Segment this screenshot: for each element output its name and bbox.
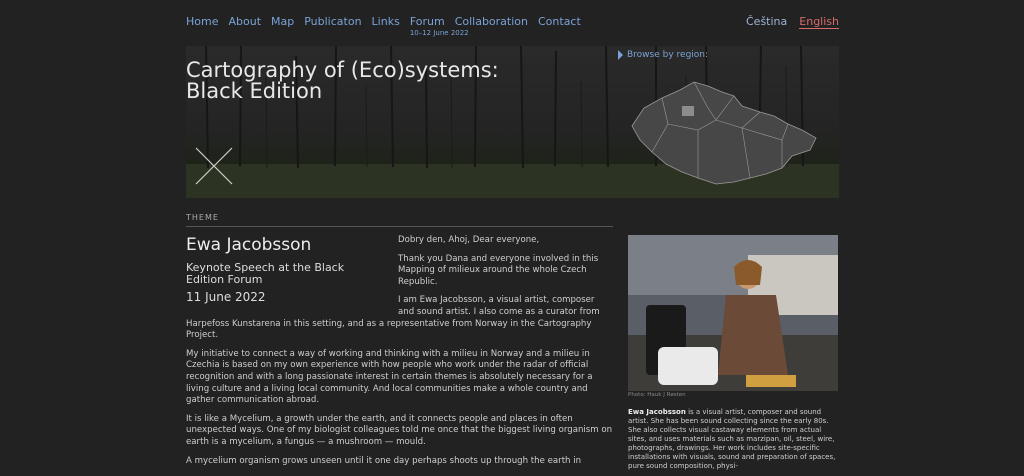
paragraph: My initiative to connect a way of working and thinking with a milieu in Norway and a milieu in Czechia is based on my own experience with how people who work under the radar of official recognition and with a long passionate interest in certain themes is absolutely necessary for a living culture and a living local community. And local communities make a whole country and gather communication abroad. <box>186 348 593 406</box>
speech-date: 11 June 2022 <box>186 290 266 304</box>
lang-english[interactable]: English <box>799 15 839 28</box>
nav-about[interactable]: About <box>228 15 262 28</box>
close-icon[interactable] <box>194 146 234 186</box>
main-nav <box>186 15 581 37</box>
speaker-name: Ewa Jacobsson <box>186 235 312 255</box>
paragraph: A mycelium organism grows unseen until it one day perhaps shoots up through the earth in <box>186 455 582 466</box>
nav-home[interactable]: Home <box>186 15 219 28</box>
section-label: THEME <box>186 213 219 222</box>
paragraph: I am Ewa Jacobsson, a visual artist, composer and sound artist. I also come as a curator from Harpefoss Kunstarena in this setting, and as a representative from Norway in the Cartography Project. <box>186 295 600 341</box>
nav-collaboration[interactable]: Collaboration <box>454 15 528 28</box>
bio-text: is a visual artist, composer and sound artist. She has been sound collecting since the early 80s. She also collects visual castaway elements from actual sites, and uses materials such as marzipan, oil, steel, wire, photographs, drawings. Her work includes site-specific installations with visuals, sound and preparation of spaces, pure sound composition, physi- <box>628 408 836 470</box>
speaker-photo <box>628 235 838 391</box>
czech-region-map[interactable] <box>622 68 822 186</box>
speaker-bio <box>628 408 838 471</box>
page-title: Cartography of (Eco)systems: Black Edition <box>186 58 499 104</box>
photo-caption: Photo: Hauk J Røsten <box>628 392 686 398</box>
paragraph: It is like a Mycelium, a growth under the earth, and it connects people and places in often unexpected ways. One of my biologist colleagues told me once that the biggest living organism on earth is a mycelium, a fungus — a mushroom — mould. <box>186 413 613 447</box>
triangle-right-icon <box>618 50 623 60</box>
nav-contact[interactable]: Contact <box>538 15 581 28</box>
paragraph: Thank you Dana and everyone involved in this Mapping of milieux around the whole Czech Republic. <box>398 253 599 287</box>
bio-name: Ewa Jacobsson <box>628 408 686 416</box>
forum-date: 10–12 June 2022 <box>409 29 469 37</box>
nav-forum[interactable]: Forum <box>409 15 445 28</box>
speech-subtitle: Keynote Speech at the Black Edition Forum <box>186 261 345 286</box>
nav-publication[interactable]: Publicaton <box>304 15 362 28</box>
photo-illustration <box>628 235 838 391</box>
region-highlight[interactable] <box>682 106 694 116</box>
hero-banner <box>186 46 839 198</box>
lang-czech[interactable]: Čeština <box>746 15 788 28</box>
browse-by-region[interactable] <box>618 50 708 60</box>
nav-forum-wrap <box>409 15 469 37</box>
nav-map[interactable]: Map <box>271 15 295 28</box>
nav-links[interactable]: Links <box>371 15 400 28</box>
language-switcher <box>746 15 839 29</box>
section-divider <box>186 226 613 227</box>
browse-label: Browse by region: <box>627 50 709 60</box>
paragraph: Dobry den, Ahoj, Dear everyone, <box>398 235 540 245</box>
